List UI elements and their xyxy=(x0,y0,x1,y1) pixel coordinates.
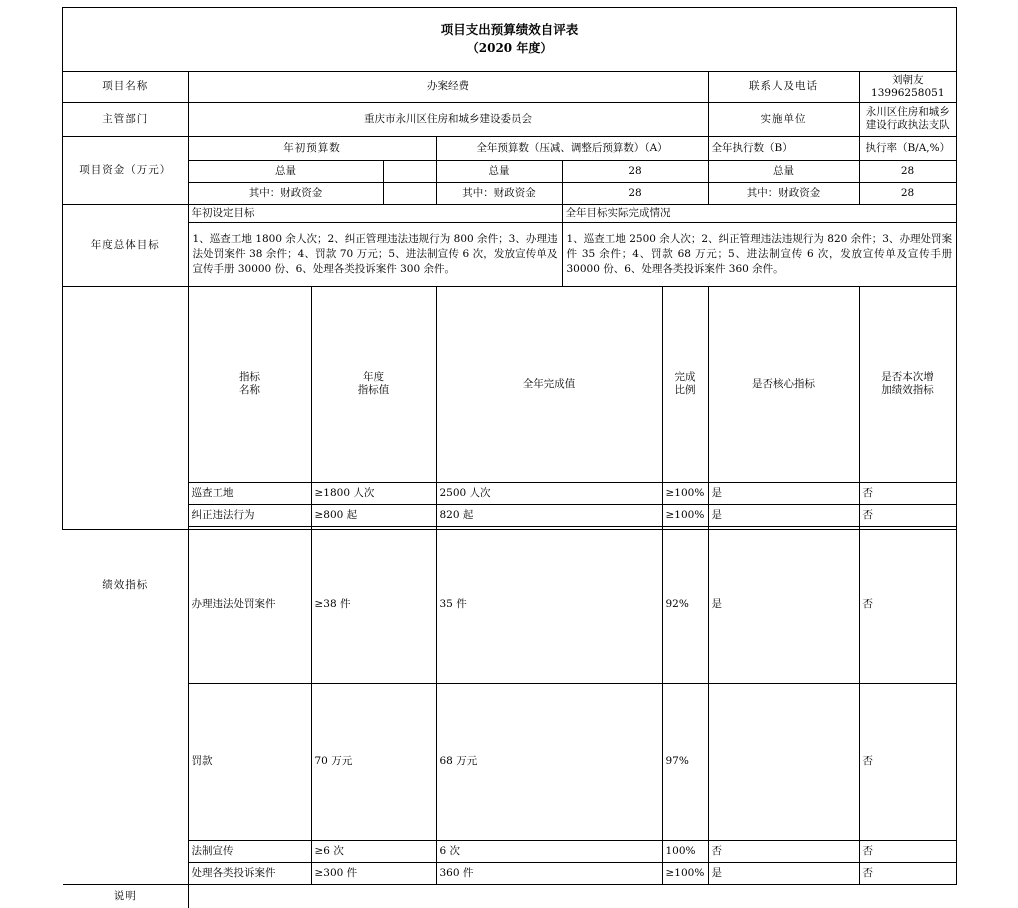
impl: 永川区住房和城乡建设行政执法支队 xyxy=(859,102,956,136)
ind-header-added-l1: 是否本次增 xyxy=(881,371,934,383)
ind-header-ratio-l1: 完成 xyxy=(674,371,696,383)
funds-total-label-1: 总量 xyxy=(188,160,383,182)
table-row xyxy=(63,482,956,504)
ind-target: ≥800 起 xyxy=(311,504,436,526)
funds-total-label-3: 总量 xyxy=(708,160,859,182)
ind-name: 法制宣传 xyxy=(188,840,311,862)
ind-actual: 820 起 xyxy=(436,504,662,526)
funds-exec-header: 全年执行数（B） xyxy=(708,136,859,160)
ind-ratio: ≥100% xyxy=(662,482,708,504)
ind-ratio: ≥100% xyxy=(662,504,708,526)
funds-total-full: 28 xyxy=(562,160,708,182)
ind-added: 否 xyxy=(859,683,956,840)
ind-ratio: 92% xyxy=(662,526,708,683)
ind-actual: 35 件 xyxy=(436,526,662,683)
ind-header-name-l2: 名称 xyxy=(239,384,260,396)
funds-finance-label-3: 其中：财政资金 xyxy=(708,182,859,204)
ind-added: 否 xyxy=(859,840,956,862)
ind-target: 70 万元 xyxy=(311,683,436,840)
ind-header-actual: 全年完成值 xyxy=(436,286,662,482)
note-value xyxy=(188,884,956,908)
ind-ratio: 100% xyxy=(662,840,708,862)
note-label: 说明 xyxy=(63,884,188,908)
funds-finance-label-2: 其中：财政资金 xyxy=(436,182,562,204)
ind-header-name-l1: 指标 xyxy=(239,371,260,383)
ind-name: 办理违法处罚案件 xyxy=(188,526,311,683)
ind-header-added-l2: 加绩效指标 xyxy=(881,384,934,396)
ind-added: 否 xyxy=(859,482,956,504)
ind-added: 否 xyxy=(859,504,956,526)
ind-header-ratio xyxy=(662,286,708,482)
table-row xyxy=(63,526,956,683)
ind-actual: 2500 人次 xyxy=(436,482,662,504)
ind-name: 巡查工地 xyxy=(188,482,311,504)
ind-header-target xyxy=(311,286,436,482)
funds-initial-header: 年初预算数 xyxy=(188,136,436,160)
contact-cell xyxy=(859,71,956,102)
table-row xyxy=(63,504,956,526)
ind-target: ≥1800 人次 xyxy=(311,482,436,504)
ind-core: 是 xyxy=(708,526,859,683)
ind-header-name xyxy=(188,286,311,482)
goals-planned: 1、巡查工地 1800 余人次；2、纠正管理违法违规行为 800 余件；3、办理违法处罚案件 38 余件；4、罚款 70 万元；5、进法制宣传 6 次，发放宣传单及宣传手册 30000 份、6、处理各类投诉案件 300 余件。 xyxy=(188,222,562,286)
contact-label: 联系人及电话 xyxy=(708,71,859,102)
ind-actual: 6 次 xyxy=(436,840,662,862)
ind-name: 罚款 xyxy=(188,683,311,840)
ind-name: 处理各类投诉案件 xyxy=(188,862,311,884)
ind-ratio: 97% xyxy=(662,683,708,840)
impl-label: 实施单位 xyxy=(708,102,859,136)
indicators-label: 绩效指标 xyxy=(63,286,188,884)
ind-target: ≥38 件 xyxy=(311,526,436,683)
contact-name: 刘朝友 xyxy=(892,73,924,86)
goals-label: 年度总体目标 xyxy=(63,204,188,286)
page-year: （2020 年度） xyxy=(466,41,553,56)
ind-header-target-l2: 指标值 xyxy=(357,384,390,396)
project-name: 办案经费 xyxy=(188,71,708,102)
funds-full-header: 全年预算数（压减、调整后预算数）（A） xyxy=(436,136,708,160)
ind-ratio: ≥100% xyxy=(662,862,708,884)
goals-planned-label: 年初设定目标 xyxy=(188,204,562,222)
goals-actual: 1、巡查工地 2500 余人次；2、纠正管理违法违规行为 820 余件；3、办理处罚案件 35 余件；4、罚款 68 万元；5、进法制宣传 6 次，发放宣传单及宣传手册 30000 份、6、处理各类投诉案件 360 余件。 xyxy=(562,222,956,286)
dept: 重庆市永川区住房和城乡建设委员会 xyxy=(188,102,708,136)
funds-finance-full: 28 xyxy=(562,182,708,204)
ind-actual: 360 件 xyxy=(436,862,662,884)
page-title: 项目支出预算绩效自评表 xyxy=(440,22,579,38)
ind-core: 是 xyxy=(708,482,859,504)
title-cell xyxy=(63,8,956,71)
funds-label: 项目资金（万元） xyxy=(63,136,188,204)
funds-total-label-2: 总量 xyxy=(436,160,562,182)
ind-target: ≥300 件 xyxy=(311,862,436,884)
evaluation-sheet xyxy=(62,7,957,902)
ind-target: ≥6 次 xyxy=(311,840,436,862)
ind-core: 否 xyxy=(708,840,859,862)
ind-name: 纠正违法行为 xyxy=(188,504,311,526)
funds-finance-exec: 28 xyxy=(859,182,956,204)
ind-added: 否 xyxy=(859,526,956,683)
ind-core xyxy=(708,683,859,840)
funds-finance-label-1: 其中：财政资金 xyxy=(188,182,383,204)
ind-actual: 68 万元 xyxy=(436,683,662,840)
funds-total-initial xyxy=(383,160,436,182)
ind-header-added xyxy=(859,286,956,482)
ind-header-ratio-l2: 比例 xyxy=(674,384,696,396)
contact-phone: 13996258051 xyxy=(871,86,945,99)
funds-total-exec: 28 xyxy=(859,160,956,182)
dept-label: 主管部门 xyxy=(63,102,188,136)
ind-header-target-l1: 年度 xyxy=(363,371,384,383)
ind-core: 是 xyxy=(708,862,859,884)
ind-core: 是 xyxy=(708,504,859,526)
funds-finance-initial xyxy=(383,182,436,204)
goals-actual-label: 全年目标实际完成情况 xyxy=(562,204,956,222)
evaluation-table xyxy=(63,8,956,908)
table-row xyxy=(63,683,956,840)
project-name-label: 项目名称 xyxy=(63,71,188,102)
table-row xyxy=(63,840,956,862)
table-row xyxy=(63,862,956,884)
ind-header-core: 是否核心指标 xyxy=(708,286,859,482)
ind-added: 否 xyxy=(859,862,956,884)
funds-rate-header: 执行率（B/A,%） xyxy=(859,136,956,160)
